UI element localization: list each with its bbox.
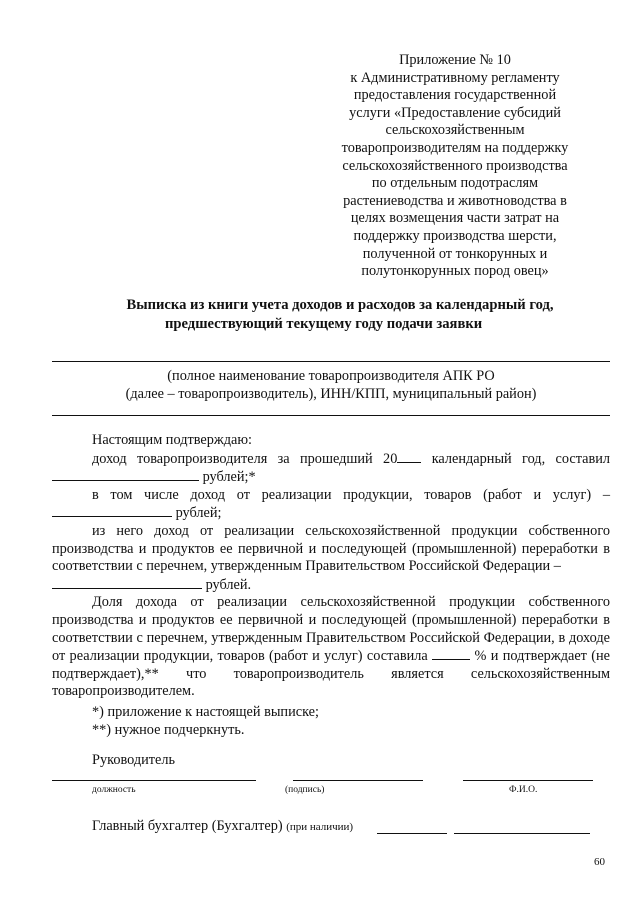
year-blank[interactable] — [397, 450, 421, 463]
accountant-label: Главный бухгалтер (Бухгалтер) — [92, 818, 283, 834]
income-text-a: доход товаропроизводителя за прошедший 20 — [92, 450, 398, 467]
rubles-dot-label: рублей. — [205, 576, 252, 593]
income-amount-blank[interactable] — [52, 468, 199, 481]
incl-line: в том числе доход от реализации продукции, товаров (работ и услуг) – — [92, 486, 610, 503]
head-label: Руководитель — [92, 752, 176, 768]
appendix-line: предоставления государственной — [353, 87, 557, 104]
applicant-details-line — [52, 415, 610, 416]
signature-caption: (подпись) — [285, 785, 325, 795]
agri-amount-line — [52, 576, 610, 595]
incl-amount-blank[interactable] — [52, 504, 172, 517]
applicant-caption-line-2: (далее – товаропроизводитель), ИНН/КПП, муниципальный район) — [125, 385, 537, 402]
signature-line[interactable] — [293, 780, 423, 781]
percent-sign: % — [474, 648, 487, 665]
applicant-caption — [52, 368, 610, 403]
share-percent-blank[interactable] — [432, 647, 470, 660]
appendix-line: растениеводства и животноводства в — [343, 192, 567, 209]
confirms-text: и подтверждает (не подтверждает),** что товаропроизводитель является сельскохозяйственным товаропроизводителем. — [52, 648, 611, 700]
incl-amount-line — [52, 504, 610, 523]
appendix-line: к Административному регламенту — [350, 69, 560, 86]
share-text: Доля дохода от реализации сельскохозяйственной продукции собственного производства и продуктов ее первичной и последующей (промышленной) переработки в соответствии с перечнем, утвержденным Правительством Российской Федерации, в доходе от реализации продукции, товаров (работ и услуг) составила — [52, 594, 610, 665]
accountant-signature-line[interactable] — [377, 833, 447, 834]
fio-caption: Ф.И.О. — [509, 785, 538, 795]
share-paragraph — [52, 594, 610, 701]
rubles-label: рублей; — [175, 505, 222, 522]
accountant-row — [92, 818, 353, 835]
income-text-b: календарный год, составил — [431, 450, 611, 467]
title-line-2: предшествующий текущему году подачи заявки — [165, 316, 483, 332]
accountant-fio-line[interactable] — [454, 833, 590, 834]
statement-body — [52, 432, 610, 701]
applicant-name-line — [52, 361, 610, 362]
appendix-line: поддержку производства шерсти, — [353, 227, 557, 244]
income-amount-line — [52, 468, 610, 487]
income-line — [52, 450, 610, 469]
appendix-line: полученной от тонкорунных и — [362, 245, 548, 262]
position-line[interactable] — [52, 780, 256, 781]
agri-amount-blank[interactable] — [52, 576, 202, 589]
position-caption: должность — [92, 785, 136, 795]
appendix-line: сельскохозяйственным — [385, 122, 525, 139]
document-title — [60, 296, 600, 334]
footnote-1: *) приложение к настоящей выписке; — [92, 704, 319, 720]
appendix-header — [330, 52, 580, 281]
appendix-line: товаропроизводителям на поддержку — [341, 139, 569, 156]
footnote-2: **) нужное подчеркнуть. — [92, 721, 245, 738]
rubles-star-label: рублей;* — [202, 469, 256, 486]
confirm-heading: Настоящим подтверждаю: — [92, 432, 253, 448]
if-any-label: (при наличии) — [286, 821, 354, 833]
footnotes — [92, 704, 319, 739]
title-line-1: Выписка из книги учета доходов и расходов за календарный год, — [126, 297, 554, 313]
appendix-line: Приложение № 10 — [399, 52, 511, 68]
appendix-line: полутонкорунных пород овец» — [361, 263, 549, 280]
applicant-caption-line-1: (полное наименование товаропроизводителя АПК РО — [167, 368, 495, 384]
appendix-line: сельскохозяйственного производства — [342, 157, 568, 174]
agri-income-paragraph: из него доход от реализации сельскохозяйственной продукции собственного производства и продуктов ее первичной и последующей (промышленной) переработки в соответствии с перечнем, утвержденным Правительством Российской Федерации – — [52, 522, 610, 575]
page-number: 60 — [594, 856, 605, 868]
fio-line[interactable] — [463, 780, 593, 781]
appendix-line: целях возмещения части затрат на — [350, 210, 560, 227]
appendix-line: по отдельным подотраслям — [371, 175, 539, 192]
appendix-line: услуги «Предоставление субсидий — [349, 104, 561, 121]
